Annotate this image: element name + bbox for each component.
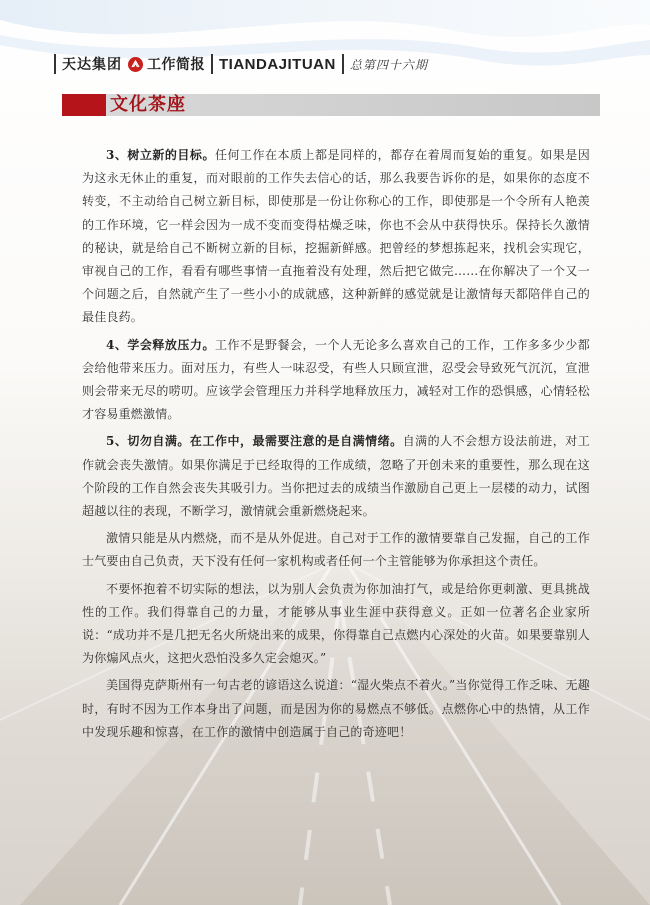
paragraph-text: 工作不是野餐会，一个人无论多么喜欢自己的工作，工作多多少少都会给他带来压力。面对压力，有些人一味忍受，有些人只顾宣泄，忍受会导致死气沉沉，宣泄则会带来无尽的唠叨。应该学会管理压力并科学地释放压力，减轻对工作的恐惧感，心情轻松才容易重燃激情。 xyxy=(82,337,590,422)
header-divider xyxy=(342,54,344,74)
header-divider xyxy=(54,54,56,74)
page-header xyxy=(0,0,650,90)
article-body xyxy=(82,144,590,748)
paragraph xyxy=(82,527,590,573)
paragraph xyxy=(82,144,590,330)
section-banner xyxy=(62,94,600,116)
paragraph-text: 任何工作在本质上都是同样的，都存在着周而复始的重复。如果是因为这永无休止的重复，而对眼前的工作失去信心的话，那么我要告诉你的是，如果你的态度不转变，不主动给自己树立新目标，即使那是一份让你称心的工作，即使那是一个令所有人艳羡的工作环境，它一样会因为一成不变而变得枯燥乏味，你也不会从中获得快乐。保持长久激情的秘诀，就是给自己不断树立新的目标，挖掘新鲜感。把曾经的梦想拣起来，找机会实现它，审视自己的工作，看看有哪些事情一直拖着没有处理，然后把它做完……在你解决了一个又一个问题之后，自然就产生了一些小小的成就感，这种新鲜的感觉就是让激情每天都陪伴自己的最佳良药。 xyxy=(82,148,590,325)
paragraph-heading: 3、树立新的目标。 xyxy=(106,148,215,162)
company-name: 天达集团 xyxy=(62,57,122,73)
issue-number: 总第四十六期 xyxy=(349,57,428,72)
paragraph-text: 自满的人不会想方设法前进，对工作就会丧失激情。如果你满足于已经取得的工作成绩，忽略了开创未来的重要性，那么现在这个阶段的工作自然会丧失其吸引力。当你把过去的成绩当作激励自己更上一层楼的动力，试图超越以往的表现，不断学习，激情就会重新燃烧起来。 xyxy=(82,434,590,519)
company-latin-name: TIANDAJITUAN xyxy=(219,55,336,73)
newsletter-name: 工作简报 xyxy=(147,57,205,73)
paragraph-text: 美国得克萨斯州有一句古老的谚语这么说道：“湿火柴点不着火。”当你觉得工作乏味、无趣时，有时不因为工作本身出了问题，而是因为你的易燃点不够低。点燃你心中的热情，从工作中发现乐趣和惊喜，在工作的激情中创造属于自己的奇迹吧！ xyxy=(82,678,590,739)
section-title: 文化茶座 xyxy=(110,94,186,115)
paragraph xyxy=(82,334,590,427)
header-bar xyxy=(48,50,428,78)
paragraph xyxy=(82,674,590,744)
section-accent-block xyxy=(62,94,106,116)
paragraph xyxy=(82,430,590,523)
header-divider xyxy=(211,54,213,74)
company-logo-icon xyxy=(128,57,143,72)
paragraph-heading: 4、学会释放压力。 xyxy=(106,337,215,352)
paragraph-text: 激情只能是从内燃烧，而不是从外促进。自己对于工作的激情要靠自己发掘，自己的工作士气要由自己负责，天下没有任何一家机构或者任何一个主管能够为你承担这个责任。 xyxy=(82,531,590,569)
paragraph xyxy=(82,578,590,671)
paragraph-text: 不要怀抱着不切实际的想法，以为别人会负责为你加油打气，或是给你更刺激、更具挑战性的工作。我们得靠自己的力量，才能够从事业生涯中获得意义。正如一位著名企业家所说：“成功并不是几把无名火所烧出来的成果，你得靠自己点燃内心深处的火苗。如果要靠别人为你煽风点火，这把火恐怕没多久定会熄灭。” xyxy=(82,581,590,666)
paragraph-heading: 5、切勿自满。在工作中，最需要注意的是自满情绪。 xyxy=(106,434,403,449)
